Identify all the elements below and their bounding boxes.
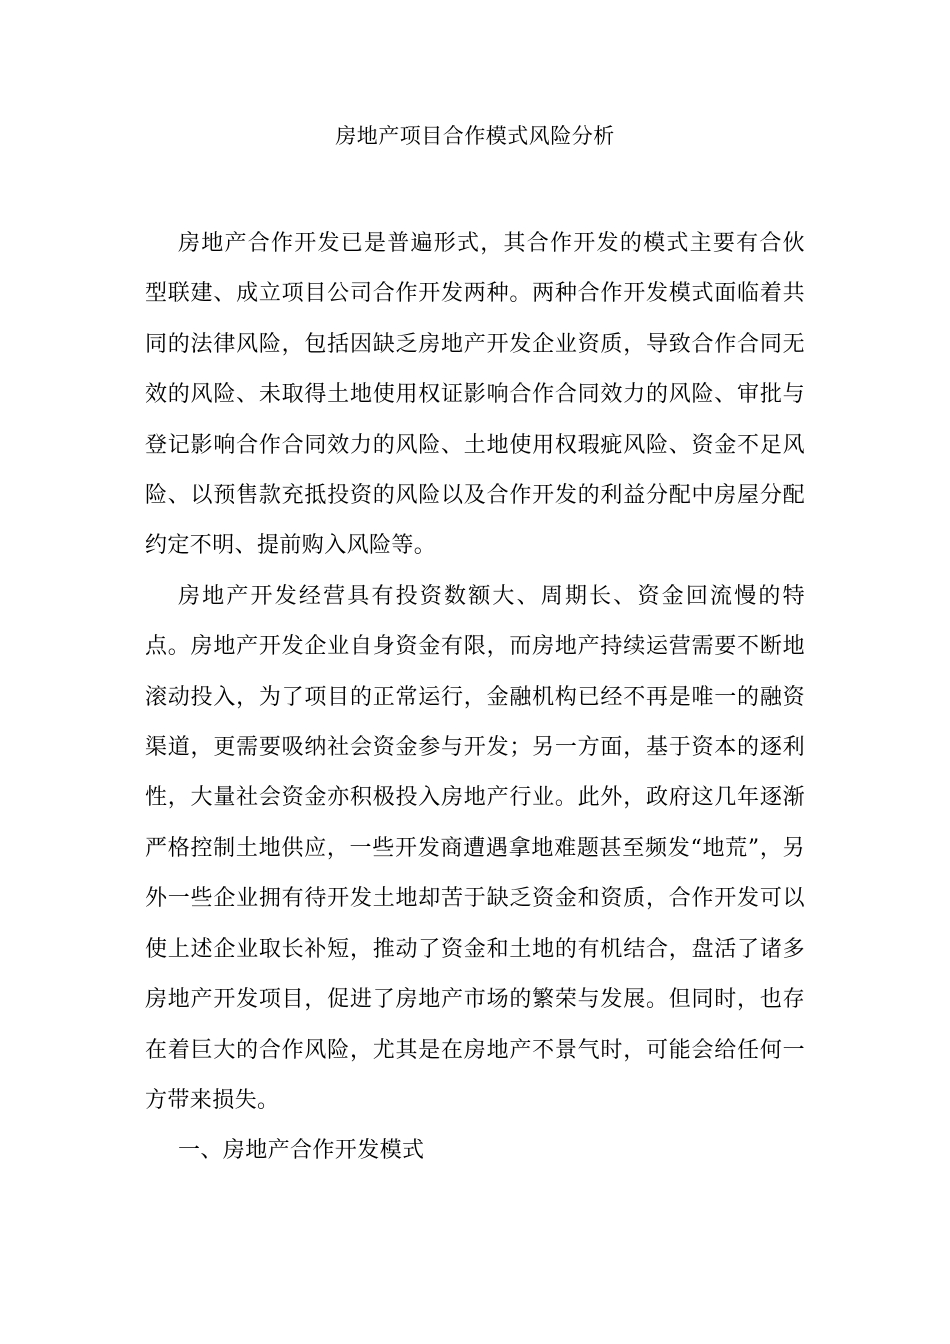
page-title: 房地产项目合作模式风险分析 [335,124,615,148]
section-heading: 一、房地产合作开发模式 [178,1138,425,1164]
document-body [145,219,805,1177]
paragraph-background: 房地产开发经营具有投资数额大、周期长、资金回流慢的特点。房地产开发企业自身资金有限，而房地产持续运营需要不断地滚动投入，为了项目的正常运行，金融机构已经不再是唯一的融资渠道，更需要吸纳社会资金参与开发；另一方面，基于资本的逐利性，大量社会资金亦积极投入房地产行业。此外，政府这几年逐渐严格控制土地供应，一些开发商遭遇拿地难题甚至频发“地荒”，另外一些企业拥有待开发土地却苦于缺乏资金和资质，合作开发可以使上述企业取长补短，推动了资金和土地的有机结合，盘活了诸多房地产开发项目，促进了房地产市场的繁荣与发展。但同时，也存在着巨大的合作风险，尤其是在房地产不景气时，可能会给任何一方带来损失。 [145,583,805,1113]
paragraph-intro: 房地产合作开发已是普遍形式，其合作开发的模式主要有合伙型联建、成立项目公司合作开发两种。两种合作开发模式面临着共同的法律风险，包括因缺乏房地产开发企业资质，导致合作合同无效的风险、未取得土地使用权证影响合作合同效力的风险、审批与登记影响合作合同效力的风险、土地使用权瑕疵风险、资金不足风险、以预售款充抵投资的风险以及合作开发的利益分配中房屋分配约定不明、提前购入风险等。 [145,231,805,559]
